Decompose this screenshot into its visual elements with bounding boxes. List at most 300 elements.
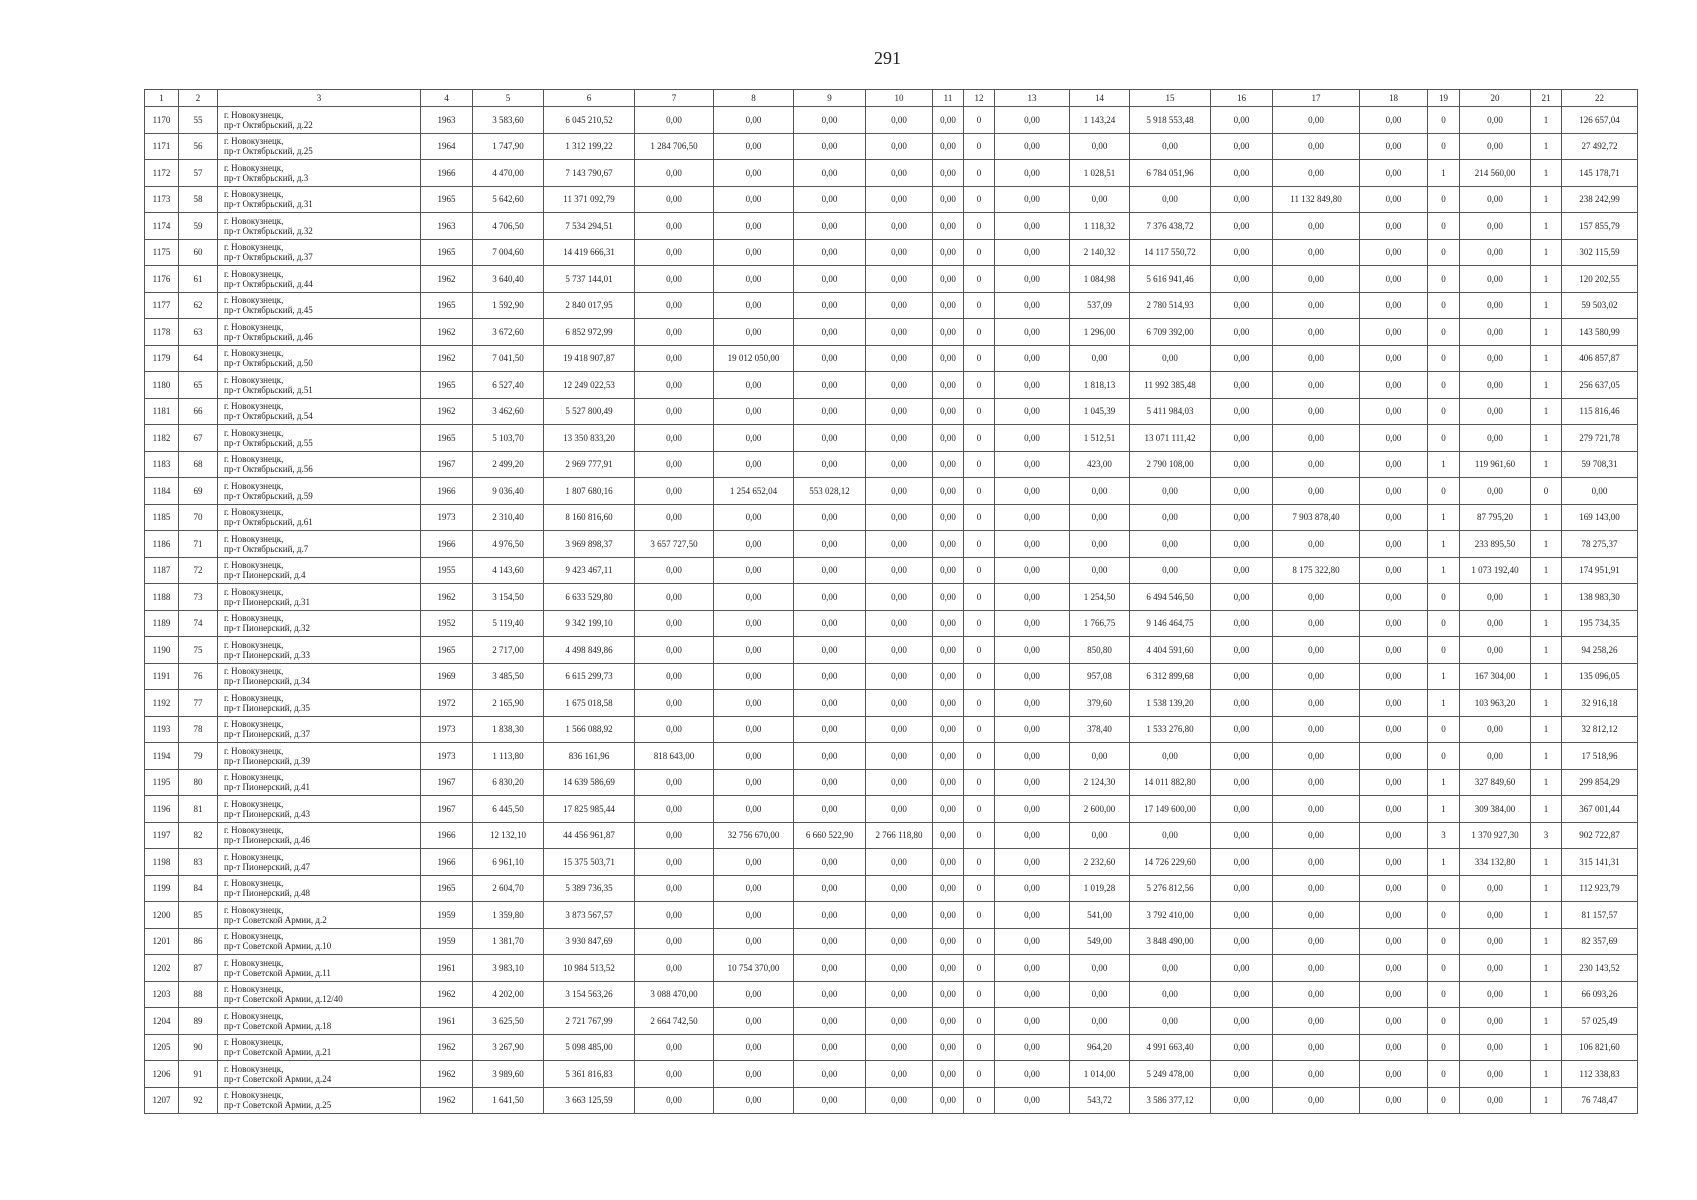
table-cell-col-1: 1198 xyxy=(145,849,179,876)
table-cell-col-17: 0,00 xyxy=(1273,955,1360,982)
table-cell-col-10: 0,00 xyxy=(866,584,933,611)
table-cell-col-19: 0 xyxy=(1428,981,1460,1008)
table-cell-col-1: 1177 xyxy=(145,292,179,319)
table-cell-col-2: 89 xyxy=(179,1008,218,1035)
table-cell-col-17: 0,00 xyxy=(1273,478,1360,505)
table-cell-col-18: 0,00 xyxy=(1360,531,1428,558)
table-cell-col-14: 379,60 xyxy=(1070,690,1130,717)
table-cell-col-1: 1203 xyxy=(145,981,179,1008)
table-cell-col-21: 1 xyxy=(1531,1008,1562,1035)
table-cell-col-4: 1966 xyxy=(421,478,473,505)
table-cell-col-18: 0,00 xyxy=(1360,160,1428,187)
table-cell-col-21: 1 xyxy=(1531,160,1562,187)
table-row xyxy=(145,981,1638,1008)
table-cell-col-3 xyxy=(218,796,421,823)
table-cell-col-10: 0,00 xyxy=(866,902,933,929)
table-cell-col-16: 0,00 xyxy=(1211,107,1273,134)
table-cell-col-6: 6 852 972,99 xyxy=(544,319,635,346)
table-cell-col-10: 0,00 xyxy=(866,160,933,187)
table-cell-col-2: 83 xyxy=(179,849,218,876)
table-cell-col-22: 94 258,26 xyxy=(1562,637,1638,664)
table-cell-col-3 xyxy=(218,663,421,690)
table-row xyxy=(145,1061,1638,1088)
table-cell-col-5: 1 838,30 xyxy=(473,716,544,743)
table-cell-col-15: 5 616 941,46 xyxy=(1130,266,1211,293)
table-cell-col-13: 0,00 xyxy=(995,107,1070,134)
table-row xyxy=(145,928,1638,955)
table-cell-col-6: 14 639 586,69 xyxy=(544,769,635,796)
table-cell-col-9: 553 028,12 xyxy=(794,478,866,505)
table-cell-col-7: 0,00 xyxy=(635,955,714,982)
table-cell-col-9: 0,00 xyxy=(794,557,866,584)
address-line: г. Новокузнецк, xyxy=(224,984,284,995)
table-row xyxy=(145,690,1638,717)
table-cell-col-1: 1196 xyxy=(145,796,179,823)
table-cell-col-9: 0,00 xyxy=(794,107,866,134)
table-cell-col-19: 1 xyxy=(1428,769,1460,796)
table-cell-col-17: 0,00 xyxy=(1273,1008,1360,1035)
table-cell-col-22: 367 001,44 xyxy=(1562,796,1638,823)
table-cell-col-13: 0,00 xyxy=(995,1008,1070,1035)
table-cell-col-15: 3 586 377,12 xyxy=(1130,1087,1211,1114)
table-cell-col-3 xyxy=(218,822,421,849)
table-cell-col-13: 0,00 xyxy=(995,690,1070,717)
address-line: г. Новокузнецк, xyxy=(224,692,284,703)
table-cell-col-16: 0,00 xyxy=(1211,955,1273,982)
table-cell-col-1: 1175 xyxy=(145,239,179,266)
table-cell-col-10: 0,00 xyxy=(866,239,933,266)
table-cell-col-6: 19 418 907,87 xyxy=(544,345,635,372)
table-cell-col-18: 0,00 xyxy=(1360,743,1428,770)
table-cell-col-7: 0,00 xyxy=(635,716,714,743)
table-cell-col-3 xyxy=(218,531,421,558)
table-cell-col-7: 0,00 xyxy=(635,1087,714,1114)
table-cell-col-22: 126 657,04 xyxy=(1562,107,1638,134)
table-cell-col-9: 0,00 xyxy=(794,160,866,187)
table-cell-col-10: 0,00 xyxy=(866,266,933,293)
table-cell-col-4: 1962 xyxy=(421,1087,473,1114)
table-cell-col-7: 0,00 xyxy=(635,213,714,240)
table-cell-col-13: 0,00 xyxy=(995,478,1070,505)
column-header-10: 10 xyxy=(866,90,933,107)
table-cell-col-13: 0,00 xyxy=(995,849,1070,876)
table-cell-col-8: 0,00 xyxy=(714,637,794,664)
table-cell-col-15: 17 149 600,00 xyxy=(1130,796,1211,823)
table-row xyxy=(145,637,1638,664)
table-cell-col-12: 0 xyxy=(964,875,995,902)
table-cell-col-2: 73 xyxy=(179,584,218,611)
table-cell-col-3 xyxy=(218,1061,421,1088)
address-line: пр-т Пионерский, д.46 xyxy=(224,835,310,846)
table-cell-col-18: 0,00 xyxy=(1360,1034,1428,1061)
address-line: пр-т Октябрьский, д.55 xyxy=(224,437,313,448)
table-cell-col-4: 1965 xyxy=(421,186,473,213)
table-cell-col-13: 0,00 xyxy=(995,186,1070,213)
table-cell-col-7: 0,00 xyxy=(635,478,714,505)
table-cell-col-12: 0 xyxy=(964,478,995,505)
table-cell-col-20: 0,00 xyxy=(1460,478,1531,505)
table-cell-col-1: 1199 xyxy=(145,875,179,902)
table-cell-col-11: 0,00 xyxy=(933,769,964,796)
table-cell-col-14: 0,00 xyxy=(1070,743,1130,770)
table-cell-col-5: 6 445,50 xyxy=(473,796,544,823)
column-header-12: 12 xyxy=(964,90,995,107)
table-cell-col-13: 0,00 xyxy=(995,425,1070,452)
address-line: пр-т Пионерский, д.33 xyxy=(224,649,310,660)
table-cell-col-20: 0,00 xyxy=(1460,743,1531,770)
table-cell-col-17: 7 903 878,40 xyxy=(1273,504,1360,531)
table-cell-col-16: 0,00 xyxy=(1211,266,1273,293)
table-cell-col-18: 0,00 xyxy=(1360,716,1428,743)
table-cell-col-22: 174 951,91 xyxy=(1562,557,1638,584)
table-cell-col-17: 0,00 xyxy=(1273,637,1360,664)
address-line: г. Новокузнецк, xyxy=(224,851,284,862)
table-cell-col-14: 957,08 xyxy=(1070,663,1130,690)
address-line: г. Новокузнецк, xyxy=(224,825,284,836)
table-cell-col-19: 1 xyxy=(1428,451,1460,478)
table-cell-col-10: 0,00 xyxy=(866,1087,933,1114)
table-cell-col-4: 1961 xyxy=(421,955,473,982)
address-line: пр-т Советской Армии, д.2 xyxy=(224,914,327,925)
table-cell-col-15: 0,00 xyxy=(1130,955,1211,982)
table-cell-col-22: 66 093,26 xyxy=(1562,981,1638,1008)
table-cell-col-9: 0,00 xyxy=(794,1034,866,1061)
table-cell-col-12: 0 xyxy=(964,1034,995,1061)
table-cell-col-20: 0,00 xyxy=(1460,875,1531,902)
table-cell-col-7: 0,00 xyxy=(635,160,714,187)
table-cell-col-5: 7 004,60 xyxy=(473,239,544,266)
table-cell-col-18: 0,00 xyxy=(1360,319,1428,346)
table-cell-col-8: 0,00 xyxy=(714,610,794,637)
table-cell-col-20: 0,00 xyxy=(1460,213,1531,240)
column-header-1: 1 xyxy=(145,90,179,107)
table-cell-col-21: 1 xyxy=(1531,928,1562,955)
table-cell-col-20: 327 849,60 xyxy=(1460,769,1531,796)
table-cell-col-12: 0 xyxy=(964,372,995,399)
table-cell-col-3 xyxy=(218,769,421,796)
table-cell-col-8: 0,00 xyxy=(714,1061,794,1088)
table-cell-col-5: 4 143,60 xyxy=(473,557,544,584)
table-cell-col-14: 1 296,00 xyxy=(1070,319,1130,346)
table-cell-col-16: 0,00 xyxy=(1211,1061,1273,1088)
table-cell-col-6: 3 154 563,26 xyxy=(544,981,635,1008)
table-row xyxy=(145,584,1638,611)
table-cell-col-21: 1 xyxy=(1531,1034,1562,1061)
table-cell-col-9: 0,00 xyxy=(794,637,866,664)
table-cell-col-9: 0,00 xyxy=(794,133,866,160)
table-cell-col-3 xyxy=(218,133,421,160)
table-cell-col-21: 1 xyxy=(1531,849,1562,876)
table-cell-col-20: 0,00 xyxy=(1460,398,1531,425)
address-line: пр-т Пионерский, д.37 xyxy=(224,729,310,740)
table-cell-col-16: 0,00 xyxy=(1211,716,1273,743)
table-cell-col-5: 3 583,60 xyxy=(473,107,544,134)
table-cell-col-22: 112 923,79 xyxy=(1562,875,1638,902)
table-cell-col-5: 4 202,00 xyxy=(473,981,544,1008)
table-cell-col-22: 157 855,79 xyxy=(1562,213,1638,240)
table-cell-col-14: 549,00 xyxy=(1070,928,1130,955)
table-cell-col-8: 0,00 xyxy=(714,531,794,558)
table-cell-col-19: 0 xyxy=(1428,266,1460,293)
table-cell-col-9: 0,00 xyxy=(794,610,866,637)
address-line: пр-т Пионерский, д.48 xyxy=(224,888,310,899)
table-cell-col-13: 0,00 xyxy=(995,663,1070,690)
table-cell-col-16: 0,00 xyxy=(1211,1034,1273,1061)
table-cell-col-14: 0,00 xyxy=(1070,557,1130,584)
table-cell-col-2: 68 xyxy=(179,451,218,478)
table-row xyxy=(145,716,1638,743)
table-cell-col-8: 0,00 xyxy=(714,928,794,955)
table-cell-col-20: 0,00 xyxy=(1460,345,1531,372)
table-cell-col-9: 0,00 xyxy=(794,796,866,823)
table-cell-col-5: 2 499,20 xyxy=(473,451,544,478)
table-cell-col-7: 0,00 xyxy=(635,186,714,213)
address-line: г. Новокузнецк, xyxy=(224,427,284,438)
table-cell-col-20: 0,00 xyxy=(1460,902,1531,929)
table-cell-col-16: 0,00 xyxy=(1211,372,1273,399)
table-cell-col-3 xyxy=(218,266,421,293)
table-cell-col-21: 1 xyxy=(1531,875,1562,902)
table-cell-col-20: 309 384,00 xyxy=(1460,796,1531,823)
table-cell-col-1: 1197 xyxy=(145,822,179,849)
table-cell-col-19: 1 xyxy=(1428,663,1460,690)
table-cell-col-9: 0,00 xyxy=(794,213,866,240)
table-cell-col-16: 0,00 xyxy=(1211,849,1273,876)
table-cell-col-11: 0,00 xyxy=(933,425,964,452)
table-cell-col-12: 0 xyxy=(964,928,995,955)
address-line: пр-т Октябрьский, д.61 xyxy=(224,517,313,528)
address-line: г. Новокузнецк, xyxy=(224,772,284,783)
table-cell-col-1: 1173 xyxy=(145,186,179,213)
table-cell-col-6: 11 371 092,79 xyxy=(544,186,635,213)
table-cell-col-19: 0 xyxy=(1428,345,1460,372)
table-row xyxy=(145,292,1638,319)
table-cell-col-19: 0 xyxy=(1428,1034,1460,1061)
table-cell-col-3 xyxy=(218,398,421,425)
table-cell-col-15: 4 404 591,60 xyxy=(1130,637,1211,664)
table-cell-col-18: 0,00 xyxy=(1360,372,1428,399)
table-cell-col-4: 1965 xyxy=(421,875,473,902)
table-cell-col-19: 0 xyxy=(1428,213,1460,240)
address-line: г. Новокузнецк, xyxy=(224,189,284,200)
table-cell-col-8: 19 012 050,00 xyxy=(714,345,794,372)
table-cell-col-19: 0 xyxy=(1428,584,1460,611)
table-cell-col-12: 0 xyxy=(964,557,995,584)
table-cell-col-18: 0,00 xyxy=(1360,107,1428,134)
table-cell-col-17: 0,00 xyxy=(1273,398,1360,425)
table-cell-col-17: 11 132 849,80 xyxy=(1273,186,1360,213)
column-header-11: 11 xyxy=(933,90,964,107)
table-cell-col-7: 0,00 xyxy=(635,875,714,902)
table-cell-col-17: 0,00 xyxy=(1273,663,1360,690)
table-cell-col-8: 0,00 xyxy=(714,981,794,1008)
table-cell-col-6: 4 498 849,86 xyxy=(544,637,635,664)
table-cell-col-4: 1962 xyxy=(421,319,473,346)
table-cell-col-15: 0,00 xyxy=(1130,504,1211,531)
table-cell-col-14: 378,40 xyxy=(1070,716,1130,743)
table-cell-col-20: 0,00 xyxy=(1460,239,1531,266)
table-cell-col-21: 1 xyxy=(1531,531,1562,558)
table-cell-col-14: 1 019,28 xyxy=(1070,875,1130,902)
table-cell-col-15: 3 792 410,00 xyxy=(1130,902,1211,929)
table-cell-col-20: 0,00 xyxy=(1460,637,1531,664)
address-line: г. Новокузнецк, xyxy=(224,639,284,650)
table-cell-col-16: 0,00 xyxy=(1211,796,1273,823)
address-line: г. Новокузнецк, xyxy=(224,719,284,730)
address-line: г. Новокузнецк, xyxy=(224,586,284,597)
table-cell-col-15: 13 071 111,42 xyxy=(1130,425,1211,452)
table-row xyxy=(145,266,1638,293)
table-cell-col-11: 0,00 xyxy=(933,372,964,399)
table-cell-col-20: 0,00 xyxy=(1460,1087,1531,1114)
table-cell-col-8: 0,00 xyxy=(714,663,794,690)
table-cell-col-5: 1 747,90 xyxy=(473,133,544,160)
table-cell-col-17: 0,00 xyxy=(1273,584,1360,611)
table-cell-col-12: 0 xyxy=(964,345,995,372)
table-cell-col-1: 1202 xyxy=(145,955,179,982)
table-cell-col-6: 7 143 790,67 xyxy=(544,160,635,187)
address-line: пр-т Октябрьский, д.50 xyxy=(224,358,313,369)
table-cell-col-4: 1962 xyxy=(421,345,473,372)
table-cell-col-17: 0,00 xyxy=(1273,107,1360,134)
table-cell-col-22: 120 202,55 xyxy=(1562,266,1638,293)
table-row xyxy=(145,1034,1638,1061)
table-cell-col-9: 0,00 xyxy=(794,955,866,982)
table-cell-col-1: 1207 xyxy=(145,1087,179,1114)
table-cell-col-20: 0,00 xyxy=(1460,319,1531,346)
table-cell-col-6: 9 423 467,11 xyxy=(544,557,635,584)
table-cell-col-2: 88 xyxy=(179,981,218,1008)
address-line: пр-т Октябрьский, д.7 xyxy=(224,543,309,554)
table-cell-col-11: 0,00 xyxy=(933,902,964,929)
table-cell-col-8: 0,00 xyxy=(714,769,794,796)
table-cell-col-7: 0,00 xyxy=(635,319,714,346)
table-cell-col-22: 195 734,35 xyxy=(1562,610,1638,637)
table-cell-col-8: 0,00 xyxy=(714,504,794,531)
table-cell-col-6: 15 375 503,71 xyxy=(544,849,635,876)
table-cell-col-6: 6 045 210,52 xyxy=(544,107,635,134)
table-cell-col-12: 0 xyxy=(964,716,995,743)
table-cell-col-3 xyxy=(218,690,421,717)
table-cell-col-14: 0,00 xyxy=(1070,1008,1130,1035)
table-cell-col-19: 0 xyxy=(1428,902,1460,929)
table-cell-col-10: 0,00 xyxy=(866,1061,933,1088)
column-header-6: 6 xyxy=(544,90,635,107)
table-cell-col-1: 1171 xyxy=(145,133,179,160)
table-cell-col-20: 0,00 xyxy=(1460,981,1531,1008)
table-cell-col-18: 0,00 xyxy=(1360,239,1428,266)
table-cell-col-4: 1962 xyxy=(421,1034,473,1061)
table-cell-col-12: 0 xyxy=(964,292,995,319)
table-cell-col-21: 1 xyxy=(1531,451,1562,478)
table-cell-col-6: 2 969 777,91 xyxy=(544,451,635,478)
table-cell-col-8: 0,00 xyxy=(714,1087,794,1114)
table-cell-col-21: 1 xyxy=(1531,557,1562,584)
table-cell-col-3 xyxy=(218,107,421,134)
table-cell-col-15: 11 992 385,48 xyxy=(1130,372,1211,399)
table-cell-col-9: 0,00 xyxy=(794,663,866,690)
table-cell-col-11: 0,00 xyxy=(933,107,964,134)
table-cell-col-12: 0 xyxy=(964,849,995,876)
table-cell-col-16: 0,00 xyxy=(1211,1087,1273,1114)
table-cell-col-10: 0,00 xyxy=(866,637,933,664)
table-cell-col-12: 0 xyxy=(964,319,995,346)
table-cell-col-16: 0,00 xyxy=(1211,186,1273,213)
table-cell-col-6: 2 721 767,99 xyxy=(544,1008,635,1035)
table-cell-col-13: 0,00 xyxy=(995,928,1070,955)
table-cell-col-20: 334 132,80 xyxy=(1460,849,1531,876)
table-cell-col-13: 0,00 xyxy=(995,716,1070,743)
table-cell-col-8: 0,00 xyxy=(714,425,794,452)
table-cell-col-15: 14 726 229,60 xyxy=(1130,849,1211,876)
table-cell-col-9: 0,00 xyxy=(794,425,866,452)
table-cell-col-2: 75 xyxy=(179,637,218,664)
table-cell-col-6: 5 737 144,01 xyxy=(544,266,635,293)
table-cell-col-16: 0,00 xyxy=(1211,690,1273,717)
table-cell-col-5: 3 640,40 xyxy=(473,266,544,293)
address-line: пр-т Советской Армии, д.18 xyxy=(224,1020,332,1031)
table-cell-col-17: 0,00 xyxy=(1273,319,1360,346)
table-row xyxy=(145,319,1638,346)
table-cell-col-22: 32 916,18 xyxy=(1562,690,1638,717)
address-line: г. Новокузнецк, xyxy=(224,242,284,253)
table-cell-col-21: 1 xyxy=(1531,716,1562,743)
table-cell-col-4: 1965 xyxy=(421,292,473,319)
table-cell-col-7: 0,00 xyxy=(635,1034,714,1061)
table-cell-col-14: 850,80 xyxy=(1070,637,1130,664)
table-cell-col-14: 964,20 xyxy=(1070,1034,1130,1061)
table-cell-col-1: 1204 xyxy=(145,1008,179,1035)
address-line: пр-т Пионерский, д.4 xyxy=(224,570,306,581)
table-cell-col-9: 0,00 xyxy=(794,849,866,876)
table-cell-col-4: 1959 xyxy=(421,902,473,929)
table-cell-col-1: 1174 xyxy=(145,213,179,240)
table-cell-col-8: 0,00 xyxy=(714,133,794,160)
table-cell-col-12: 0 xyxy=(964,690,995,717)
table-row xyxy=(145,1008,1638,1035)
table-cell-col-4: 1966 xyxy=(421,849,473,876)
table-cell-col-4: 1973 xyxy=(421,504,473,531)
table-cell-col-7: 0,00 xyxy=(635,425,714,452)
address-line: г. Новокузнецк, xyxy=(224,162,284,173)
table-cell-col-6: 12 249 022,53 xyxy=(544,372,635,399)
table-cell-col-18: 0,00 xyxy=(1360,928,1428,955)
table-cell-col-3 xyxy=(218,557,421,584)
data-table xyxy=(144,89,1638,1114)
address-line: пр-т Пионерский, д.31 xyxy=(224,596,310,607)
table-cell-col-4: 1966 xyxy=(421,822,473,849)
table-cell-col-6: 3 663 125,59 xyxy=(544,1087,635,1114)
table-cell-col-13: 0,00 xyxy=(995,398,1070,425)
address-line: г. Новокузнецк, xyxy=(224,295,284,306)
table-cell-col-9: 0,00 xyxy=(794,531,866,558)
table-cell-col-15: 6 784 051,96 xyxy=(1130,160,1211,187)
table-cell-col-2: 85 xyxy=(179,902,218,929)
table-row xyxy=(145,398,1638,425)
table-cell-col-19: 0 xyxy=(1428,478,1460,505)
table-cell-col-18: 0,00 xyxy=(1360,557,1428,584)
column-header-22: 22 xyxy=(1562,90,1638,107)
table-row xyxy=(145,451,1638,478)
table-cell-col-2: 69 xyxy=(179,478,218,505)
table-cell-col-4: 1964 xyxy=(421,133,473,160)
table-cell-col-3 xyxy=(218,160,421,187)
address-line: г. Новокузнецк, xyxy=(224,109,284,120)
table-cell-col-1: 1186 xyxy=(145,531,179,558)
table-cell-col-21: 1 xyxy=(1531,372,1562,399)
table-cell-col-2: 72 xyxy=(179,557,218,584)
table-cell-col-10: 0,00 xyxy=(866,531,933,558)
